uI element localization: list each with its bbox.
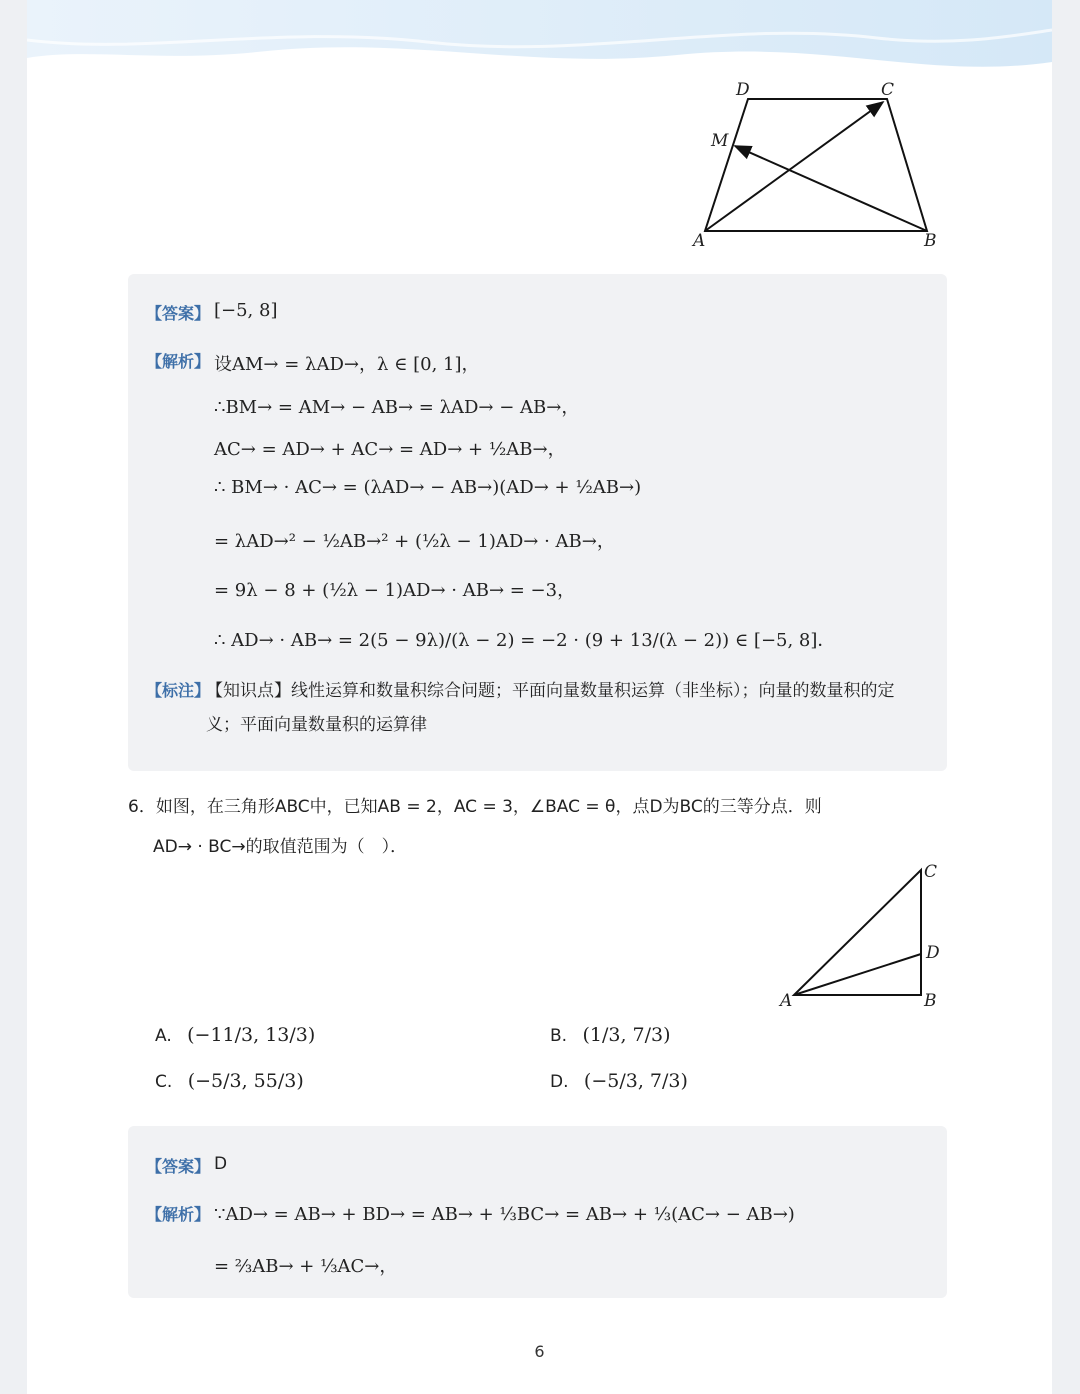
analysis-line: = ⅔AB→ + ⅓AC→， — [214, 1256, 398, 1277]
vector-ac — [705, 102, 883, 231]
analysis-line: = 9λ − 8 + (½λ − 1)AD→ · AB→ = −3， — [214, 580, 576, 601]
note-tag: 【标注】 — [146, 681, 211, 700]
option-value: (−5/3, 7/3) — [583, 1070, 688, 1092]
label-d: D — [736, 80, 750, 100]
analysis-line: ∴ BM→ · AC→ = (λAD→ − AB→)(AD→ + ½AB→) — [214, 477, 642, 498]
option-label: B. — [550, 1026, 568, 1046]
label-c: C — [924, 862, 938, 882]
option-a[interactable] — [155, 1024, 315, 1046]
label-d: D — [926, 943, 940, 963]
answer-box-q5 — [128, 274, 947, 771]
option-d[interactable] — [550, 1070, 688, 1092]
note-text: 【知识点】线性运算和数量积综合问题；平面向量数量积运算（非坐标）；向量的数量积的定义；平面向量数量积的运算律 — [206, 681, 895, 735]
header-wave-decoration — [27, 0, 1052, 90]
triangle-figure — [772, 858, 1002, 1018]
answer-tag: 【答案】 — [146, 1157, 211, 1176]
page — [27, 0, 1052, 1394]
question-6-line-2: AD→ · BC→的取值范围为（ ）． — [153, 837, 408, 857]
analysis-tag: 【解析】 — [146, 352, 211, 371]
triangle-outline — [794, 870, 921, 995]
trapezoid-outline — [705, 99, 927, 231]
answer-box-q6 — [128, 1126, 947, 1298]
option-value: (1/3, 7/3) — [582, 1024, 671, 1046]
answer-value: D — [214, 1154, 228, 1174]
segment-ad — [794, 954, 921, 995]
label-a: A — [780, 991, 793, 1011]
label-m: M — [711, 131, 729, 151]
option-value: (−5/3, 55/3) — [187, 1070, 304, 1092]
question-6-line-1: 6．如图，在三角形ABC中，已知AB = 2，AC = 3，∠BAC = θ，点D为BC的三等分点．则 — [128, 797, 822, 817]
analysis-line: ∴BM→ = AM→ − AB→ = λAD→ − AB→， — [214, 397, 580, 418]
answer-value: [−5, 8] — [214, 300, 278, 321]
option-label: D. — [550, 1072, 569, 1092]
page-number: 6 — [534, 1342, 545, 1361]
analysis-line: ∴ AD→ · AB→ = 2(5 − 9λ)/(λ − 2) = −2 · (9 + 13/(λ − 2)) ∈ [−5, 8]． — [214, 630, 836, 651]
option-b[interactable] — [550, 1024, 671, 1046]
option-label: A. — [155, 1026, 172, 1046]
label-b: B — [924, 991, 937, 1011]
label-b: B — [924, 231, 937, 251]
analysis-line: 设AM→ = λAD→，λ ∈ [0, 1]， — [214, 354, 480, 375]
option-c[interactable] — [155, 1070, 304, 1092]
analysis-line: ∵AD→ = AB→ + BD→ = AB→ + ⅓BC→ = AB→ + ⅓(AC→ − AB→) — [214, 1204, 795, 1225]
option-value: (−11/3, 13/3) — [187, 1024, 316, 1046]
option-label: C. — [155, 1072, 173, 1092]
label-c: C — [881, 80, 895, 100]
analysis-line: = λAD→² − ½AB→² + (½λ − 1)AD→ · AB→， — [214, 531, 615, 552]
analysis-tag: 【解析】 — [146, 1205, 211, 1224]
trapezoid-figure — [687, 78, 957, 253]
label-a: A — [693, 231, 706, 251]
analysis-line: AC→ = AD→ + AC→ = AD→ + ½AB→， — [214, 439, 566, 460]
answer-tag: 【答案】 — [146, 304, 211, 323]
